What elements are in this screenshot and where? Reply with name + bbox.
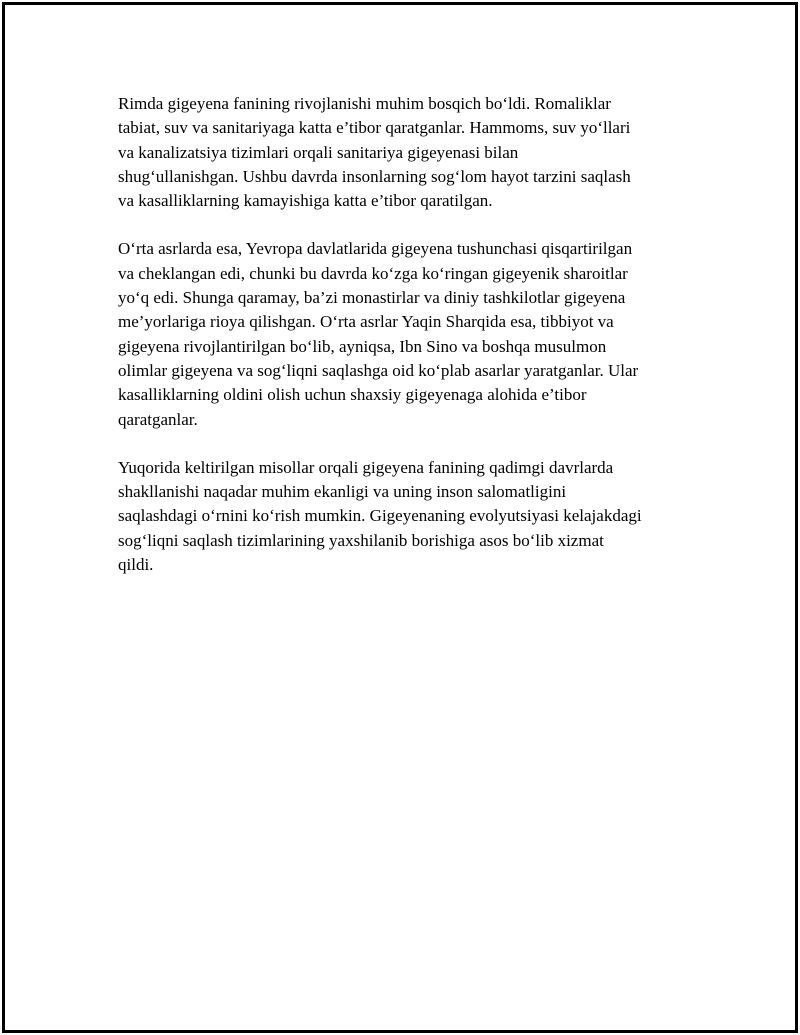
text-line: qaratganlar. <box>118 409 198 429</box>
text-line: Yuqorida keltirilgan misollar orqali gigeyena fanining qadimgi davrlarda <box>118 457 614 477</box>
text-line: va kasalliklarning kamayishiga katta e’tibor qaratilgan. <box>118 191 493 211</box>
text-line: olimlar gigeyena va sog‘liqni saqlashga oid ko‘plab asarlar yaratganlar. Ular <box>118 360 639 380</box>
text-line: tabiat, suv va sanitariyaga katta e’tibor qaratganlar. Hammoms, suv yo‘llari <box>118 118 631 138</box>
text-line: va kanalizatsiya tizimlari orqali sanitariya gigeyenasi bilan <box>118 142 519 162</box>
text-line: me’yorlariga rioya qilishgan. O‘rta asrlar Yaqin Sharqida esa, tibbiyot va <box>118 312 614 332</box>
text-line: gigeyena rivojlantirilgan bo‘lib, ayniqsa, Ibn Sino va boshqa musulmon <box>118 336 607 356</box>
text-line: shakllanishi naqadar muhim ekanligi va uning inson salomatligini <box>118 482 567 502</box>
text-line: O‘rta asrlarda esa, Yevropa davlatlarida gigeyena tushunchasi qisqartirilgan <box>118 239 633 259</box>
text-line: kasalliklarning oldini olish uchun shaxsiy gigeyenaga alohida e’tibor <box>118 385 587 405</box>
text-line: Rimda gigeyena fanining rivojlanishi muhim bosqich bo‘ldi. Romaliklar <box>118 94 611 113</box>
text-line: shug‘ullanishgan. Ushbu davrda insonlarning sog‘lom hayot tarzini saqlash <box>118 166 631 186</box>
text-line: qildi. <box>118 555 154 575</box>
paragraph-1 <box>118 92 708 213</box>
text-line: sog‘liqni saqlash tizimlarining yaxshilanib borishiga asos bo‘lib xizmat <box>118 530 604 550</box>
paragraph-2 <box>118 237 708 431</box>
document-body <box>118 92 708 601</box>
text-line: saqlashdagi o‘rnini ko‘rish mumkin. Gigeyenaning evolyutsiyasi kelajakdagi <box>118 506 642 526</box>
text-line: yo‘q edi. Shunga qaramay, ba’zi monastirlar va diniy tashkilotlar gigeyena <box>118 288 626 308</box>
text-line: va cheklangan edi, chunki bu davrda ko‘zga ko‘ringan gigeyenik sharoitlar <box>118 263 628 283</box>
paragraph-3 <box>118 456 708 577</box>
